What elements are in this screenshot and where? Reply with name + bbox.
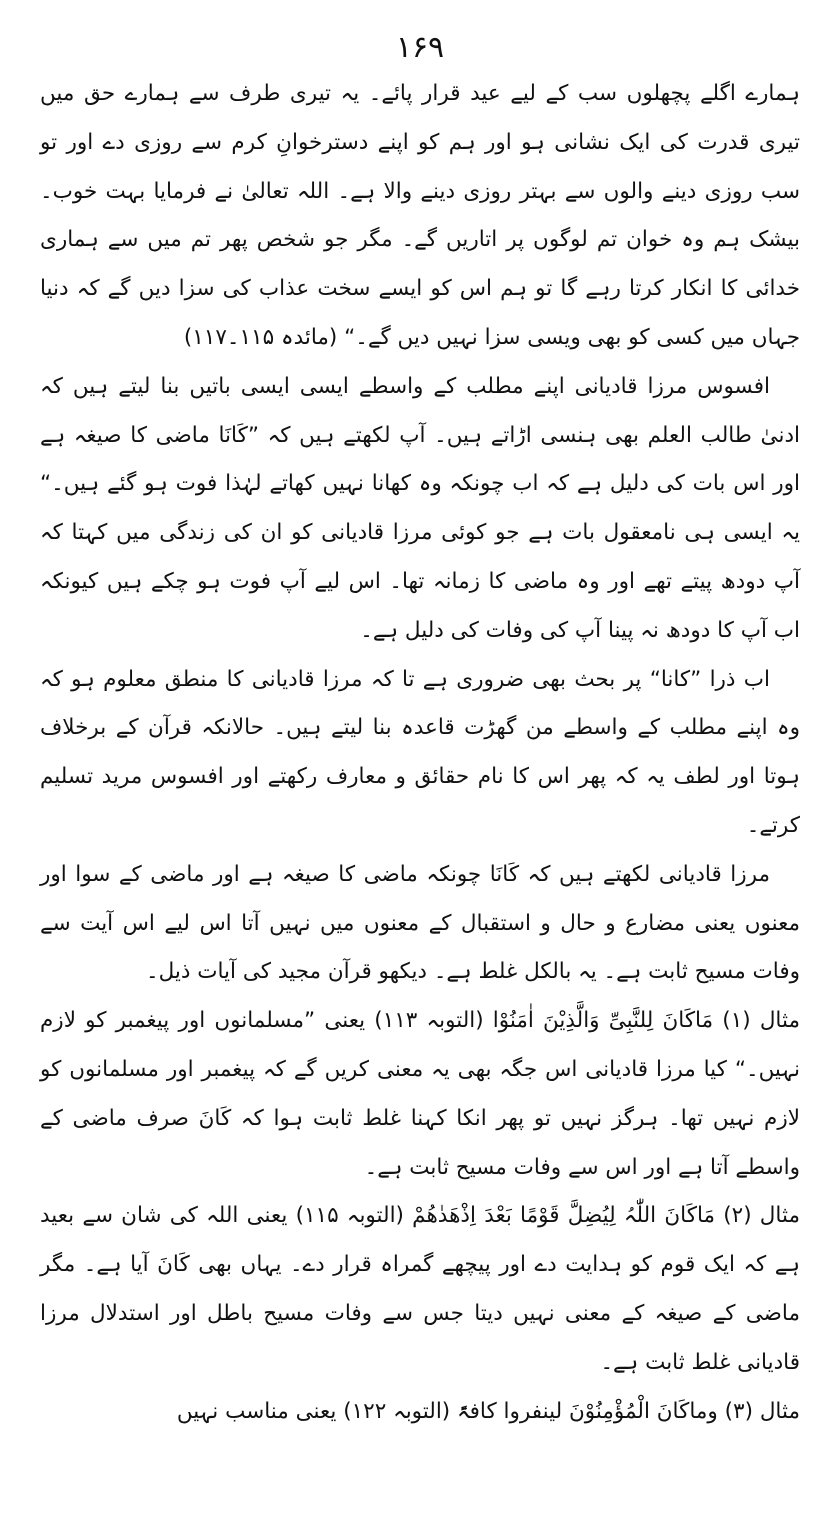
paragraph-example-3: مثال (۳) وماکَانَ الْمُؤْمِنُوْنَ لینفروا کافۃً (التوبہ ۱۲۲) یعنی مناسب نہیں [176,1398,800,1424]
paragraph-2: افسوس مرزا قادیانی اپنے مطلب کے واسطے ایسی ایسی باتیں بنا لیتے ہیں کہ ادنیٰ طالب العلم بھی ہنسی اڑاتے ہیں۔ آپ لکھتے ہیں کہ ”کَانَا ماضی کا صیغہ ہے اور اس بات کی دلیل ہے کہ اب چونکہ وہ کھانا نہیں کھاتے لہٰذا فوت ہو گئے ہیں۔“ یہ ایسی ہی نامعقول بات ہے جو کوئی مرزا قادیانی کو ان کی زندگی میں کہتا کہ آپ دودھ پیتے تھے اور وہ ماضی کا زمانہ تھا۔ اس لیے آپ فوت ہو چکے ہیں کیونکہ اب آپ کا دودھ نہ پینا آپ کی وفات کی دلیل ہے۔ [40,373,800,643]
page-number: ۱۶۹ [395,30,445,65]
paragraph-example-2: مثال (۲) مَاکَانَ اللّٰہُ لِیُضِلَّ قَوْمًا بَعْدَ اِذْھَدٰھُمْ (التوبہ ۱۱۵) یعنی اللہ کی شان سے بعید ہے کہ ایک قوم کو ہدایت دے اور پیچھے گمراہ قرار دے۔ یہاں بھی کَانَ آیا ہے۔ مگر ماضی کے صیغہ کے معنی نہیں دیتا جس سے وفات مسیح باطل اور استدلال مرزا قادیانی غلط ثابت ہے۔ [40,1203,800,1375]
paragraph-3: اب ذرا ”کانا“ پر بحث بھی ضروری ہے تا کہ مرزا قادیانی کا منطق معلوم ہو کہ وہ اپنے مطلب کے واسطے من گھڑت قاعدہ بنا لیتے ہیں۔ حالانکہ قرآن کے برخلاف ہوتا اور لطف یہ کہ پھر اس کا نام حقائق و معارف رکھتے اور افسوس مرید تسلیم کرتے۔ [40,666,800,838]
paragraph-4: مرزا قادیانی لکھتے ہیں کہ کَانَا چونکہ ماضی کا صیغہ ہے اور ماضی کے سوا اور معنوں یعنی مضارع و حال و استقبال کے معنوں میں نہیں آتا اس لیے اس آیت سے وفات مسیح ثابت ہے۔ یہ بالکل غلط ہے۔ دیکھو قرآن مجید کی آیات ذیل۔ [40,861,800,985]
paragraph-example-1: مثال (۱) مَاکَانَ لِلنَّبِیِّ وَالَّذِیْنَ اٰمَنُوْا (التوبہ ۱۱۳) یعنی ”مسلمانوں اور پیغمبر کو لازم نہیں۔“ کیا مرزا قادیانی اس جگہ بھی یہ معنی کریں گے کہ پیغمبر اور مسلمانوں کو لازم نہیں تھا۔ ہرگز نہیں تو پھر انکا کہنا غلط ثابت ہوا کہ کَانَ صرف ماضی کے واسطے آتا ہے اور اس سے وفات مسیح ثابت ہے۔ [40,1008,800,1180]
paragraph-1: ہمارے اگلے پچھلوں سب کے لیے عید قرار پائے۔ یہ تیری طرف سے ہمارے حق میں تیری قدرت کی ایک نشانی ہو اور ہم کو اپنے دسترخوانِ کرم سے روزی دے اور تو سب روزی دینے والوں سے بہتر روزی دینے والا ہے۔ اللہ تعالیٰ نے فرمایا بہت خوب۔ بیشک ہم وہ خوان تم لوگوں پر اتاریں گے۔ مگر جو شخص پھر تم میں سے ہماری خدائی کا انکار کرتا رہے گا تو ہم اس کو ایسے سخت عذاب کی سزا دیں گے کہ دنیا جہاں میں کسی کو بھی ویسی سزا نہیں دیں گے۔“ (مائدہ ۱۱۵۔۱۱۷) [40,81,800,350]
